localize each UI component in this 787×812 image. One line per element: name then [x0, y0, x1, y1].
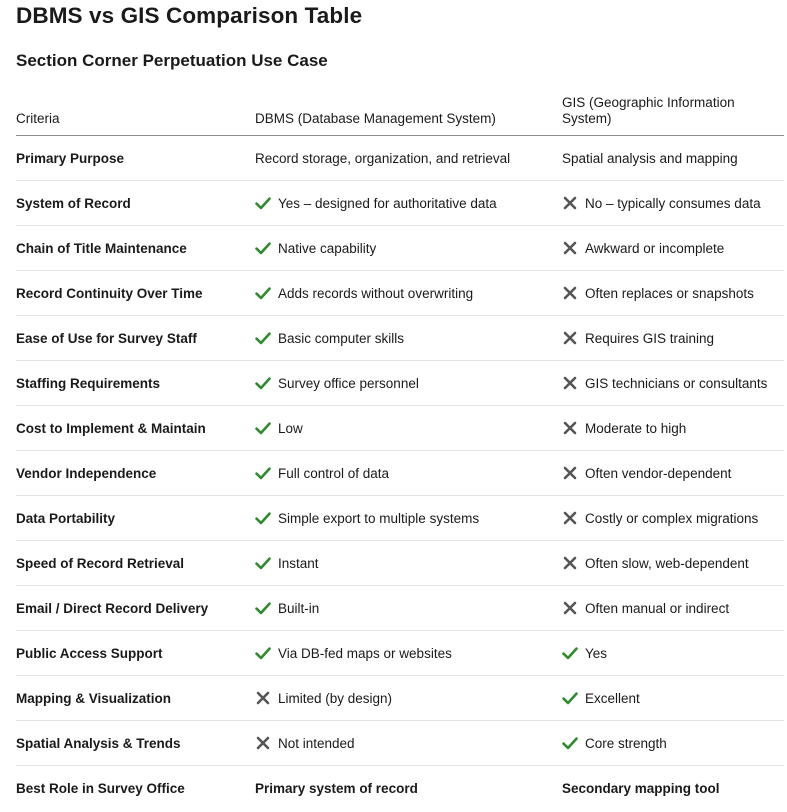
- gis-value: Core strength: [585, 735, 667, 751]
- cross-icon: [562, 600, 578, 616]
- cross-icon: [562, 465, 578, 481]
- cross-icon: [562, 420, 578, 436]
- gis-cell-content: [562, 330, 784, 346]
- criteria-cell: Public Access Support: [16, 631, 255, 676]
- dbms-cell: [255, 271, 562, 316]
- criteria-cell: Best Role in Survey Office: [16, 780, 185, 796]
- gis-cell: [562, 361, 784, 406]
- gis-cell: [562, 136, 784, 181]
- check-icon: [255, 645, 271, 661]
- check-icon: [255, 285, 271, 301]
- dbms-cell-content: [255, 151, 562, 166]
- gis-cell-content: [562, 465, 784, 481]
- check-icon: [255, 330, 271, 346]
- dbms-value: Survey office personnel: [278, 375, 419, 391]
- check-icon: [255, 600, 271, 616]
- dbms-value: Full control of data: [278, 465, 390, 481]
- dbms-value: Record storage, organization, and retrieval: [255, 150, 511, 166]
- gis-cell-content: [562, 510, 784, 526]
- gis-cell: [562, 586, 784, 631]
- table-row: [16, 541, 784, 586]
- header-dbms: DBMS (Database Management System): [255, 83, 562, 136]
- cross-icon: [562, 285, 578, 301]
- check-icon: [255, 240, 271, 256]
- gis-cell: [562, 631, 784, 676]
- dbms-value: Low: [278, 420, 303, 436]
- gis-cell-content: [562, 735, 784, 751]
- cross-icon: [562, 240, 578, 256]
- gis-value: Secondary mapping tool: [562, 780, 720, 796]
- dbms-cell: [255, 766, 562, 811]
- gis-cell: [562, 226, 784, 271]
- dbms-cell: [255, 136, 562, 181]
- criteria-cell: System of Record: [16, 181, 255, 226]
- dbms-cell-content: [255, 375, 562, 391]
- table-row: [16, 271, 784, 316]
- gis-cell-content: [562, 555, 784, 571]
- dbms-cell-content: [255, 420, 562, 436]
- criteria-cell: Ease of Use for Survey Staff: [16, 316, 255, 361]
- dbms-value: Instant: [278, 555, 319, 571]
- dbms-cell-content: [255, 195, 562, 211]
- criteria-cell: Cost to Implement & Maintain: [16, 406, 255, 451]
- cross-icon: [255, 735, 271, 751]
- check-icon: [562, 735, 578, 751]
- gis-cell-content: [562, 420, 784, 436]
- table-row: [16, 586, 784, 631]
- check-icon: [562, 690, 578, 706]
- gis-value: Requires GIS training: [585, 330, 715, 346]
- cross-icon: [562, 555, 578, 571]
- gis-cell-content: [562, 195, 784, 211]
- criteria-cell: Speed of Record Retrieval: [16, 541, 255, 586]
- criteria-cell: Data Portability: [16, 496, 255, 541]
- table-body: [16, 136, 784, 811]
- dbms-cell: [255, 406, 562, 451]
- dbms-cell-content: [255, 735, 562, 751]
- gis-value: Often vendor-dependent: [585, 465, 732, 481]
- gis-cell-content: [562, 285, 784, 301]
- gis-cell: [562, 181, 784, 226]
- gis-value: Awkward or incomplete: [585, 240, 725, 256]
- dbms-cell-content: [255, 555, 562, 571]
- dbms-cell-content: [255, 330, 562, 346]
- check-icon: [562, 645, 578, 661]
- gis-value: Excellent: [585, 690, 640, 706]
- cross-icon: [562, 375, 578, 391]
- gis-cell: [562, 766, 784, 811]
- table-row: [16, 496, 784, 541]
- check-icon: [255, 555, 271, 571]
- dbms-cell: [255, 361, 562, 406]
- gis-cell-content: [562, 240, 784, 256]
- dbms-value: Primary system of record: [255, 780, 418, 796]
- gis-cell-content: [562, 690, 784, 706]
- dbms-value: Built-in: [278, 600, 320, 616]
- dbms-cell-content: [255, 465, 562, 481]
- gis-cell-content: [562, 600, 784, 616]
- header-criteria: Criteria: [16, 83, 255, 136]
- criteria-cell: Mapping & Visualization: [16, 676, 255, 721]
- dbms-cell: [255, 676, 562, 721]
- dbms-value: Not intended: [278, 735, 355, 751]
- cross-icon: [562, 510, 578, 526]
- dbms-cell-content: [255, 690, 562, 706]
- dbms-cell: [255, 541, 562, 586]
- dbms-cell: [255, 451, 562, 496]
- check-icon: [255, 420, 271, 436]
- dbms-cell-content: [255, 645, 562, 661]
- table-header: [16, 83, 784, 136]
- criteria-cell: Email / Direct Record Delivery: [16, 586, 255, 631]
- dbms-cell: [255, 181, 562, 226]
- check-icon: [255, 195, 271, 211]
- table-row: [16, 361, 784, 406]
- gis-value: GIS technicians or consultants: [585, 375, 768, 391]
- dbms-value: Basic computer skills: [278, 330, 405, 346]
- gis-value: Spatial analysis and mapping: [562, 150, 738, 166]
- gis-cell-content: [562, 781, 784, 796]
- gis-value: Often replaces or snapshots: [585, 285, 754, 301]
- dbms-value: Limited (by design): [278, 690, 393, 706]
- criteria-cell: Spatial Analysis & Trends: [16, 721, 255, 766]
- dbms-cell: [255, 631, 562, 676]
- dbms-cell-content: [255, 285, 562, 301]
- header-gis: GIS (Geographic Information System): [562, 83, 784, 136]
- gis-value: Often manual or indirect: [585, 600, 730, 616]
- page-title: DBMS vs GIS Comparison Table: [16, 3, 363, 28]
- dbms-value: Adds records without overwriting: [278, 285, 474, 301]
- criteria-cell: Vendor Independence: [16, 451, 255, 496]
- gis-value: Costly or complex migrations: [585, 510, 759, 526]
- gis-cell: [562, 676, 784, 721]
- page-subtitle: Section Corner Perpetuation Use Case: [16, 51, 328, 70]
- dbms-cell-content: [255, 600, 562, 616]
- dbms-value: Yes – designed for authoritative data: [278, 195, 497, 211]
- table-row: [16, 676, 784, 721]
- table-row: [16, 766, 784, 811]
- table-row: [16, 631, 784, 676]
- gis-cell: [562, 541, 784, 586]
- dbms-cell-content: [255, 240, 562, 256]
- table-row: [16, 316, 784, 361]
- cross-icon: [562, 195, 578, 211]
- cross-icon: [562, 330, 578, 346]
- dbms-value: Native capability: [278, 240, 377, 256]
- dbms-cell: [255, 496, 562, 541]
- table-row: [16, 136, 784, 181]
- table-row: [16, 406, 784, 451]
- criteria-cell: Primary Purpose: [16, 136, 255, 181]
- gis-value: No – typically consumes data: [585, 195, 761, 211]
- dbms-value: Via DB-fed maps or websites: [278, 645, 452, 661]
- table-row: [16, 721, 784, 766]
- dbms-cell-content: [255, 781, 562, 796]
- gis-cell: [562, 721, 784, 766]
- gis-cell: [562, 406, 784, 451]
- check-icon: [255, 375, 271, 391]
- gis-value: Yes: [585, 645, 608, 661]
- criteria-cell: Chain of Title Maintenance: [16, 226, 255, 271]
- table-row: [16, 181, 784, 226]
- check-icon: [255, 465, 271, 481]
- criteria-cell: Record Continuity Over Time: [16, 271, 255, 316]
- gis-cell-content: [562, 151, 784, 166]
- gis-cell: [562, 271, 784, 316]
- gis-cell-content: [562, 375, 784, 391]
- table-row: [16, 226, 784, 271]
- table-row: [16, 451, 784, 496]
- cross-icon: [255, 690, 271, 706]
- dbms-cell-content: [255, 510, 562, 526]
- gis-value: Often slow, web-dependent: [585, 555, 749, 571]
- check-icon: [255, 510, 271, 526]
- gis-value: Moderate to high: [585, 420, 687, 436]
- comparison-table: [16, 83, 784, 810]
- criteria-cell: Staffing Requirements: [16, 361, 255, 406]
- dbms-cell: [255, 226, 562, 271]
- gis-cell: [562, 496, 784, 541]
- header-row: [16, 83, 784, 136]
- dbms-cell: [255, 586, 562, 631]
- dbms-cell: [255, 721, 562, 766]
- gis-cell: [562, 451, 784, 496]
- dbms-cell: [255, 316, 562, 361]
- gis-cell: [562, 316, 784, 361]
- gis-cell-content: [562, 645, 784, 661]
- dbms-value: Simple export to multiple systems: [278, 510, 480, 526]
